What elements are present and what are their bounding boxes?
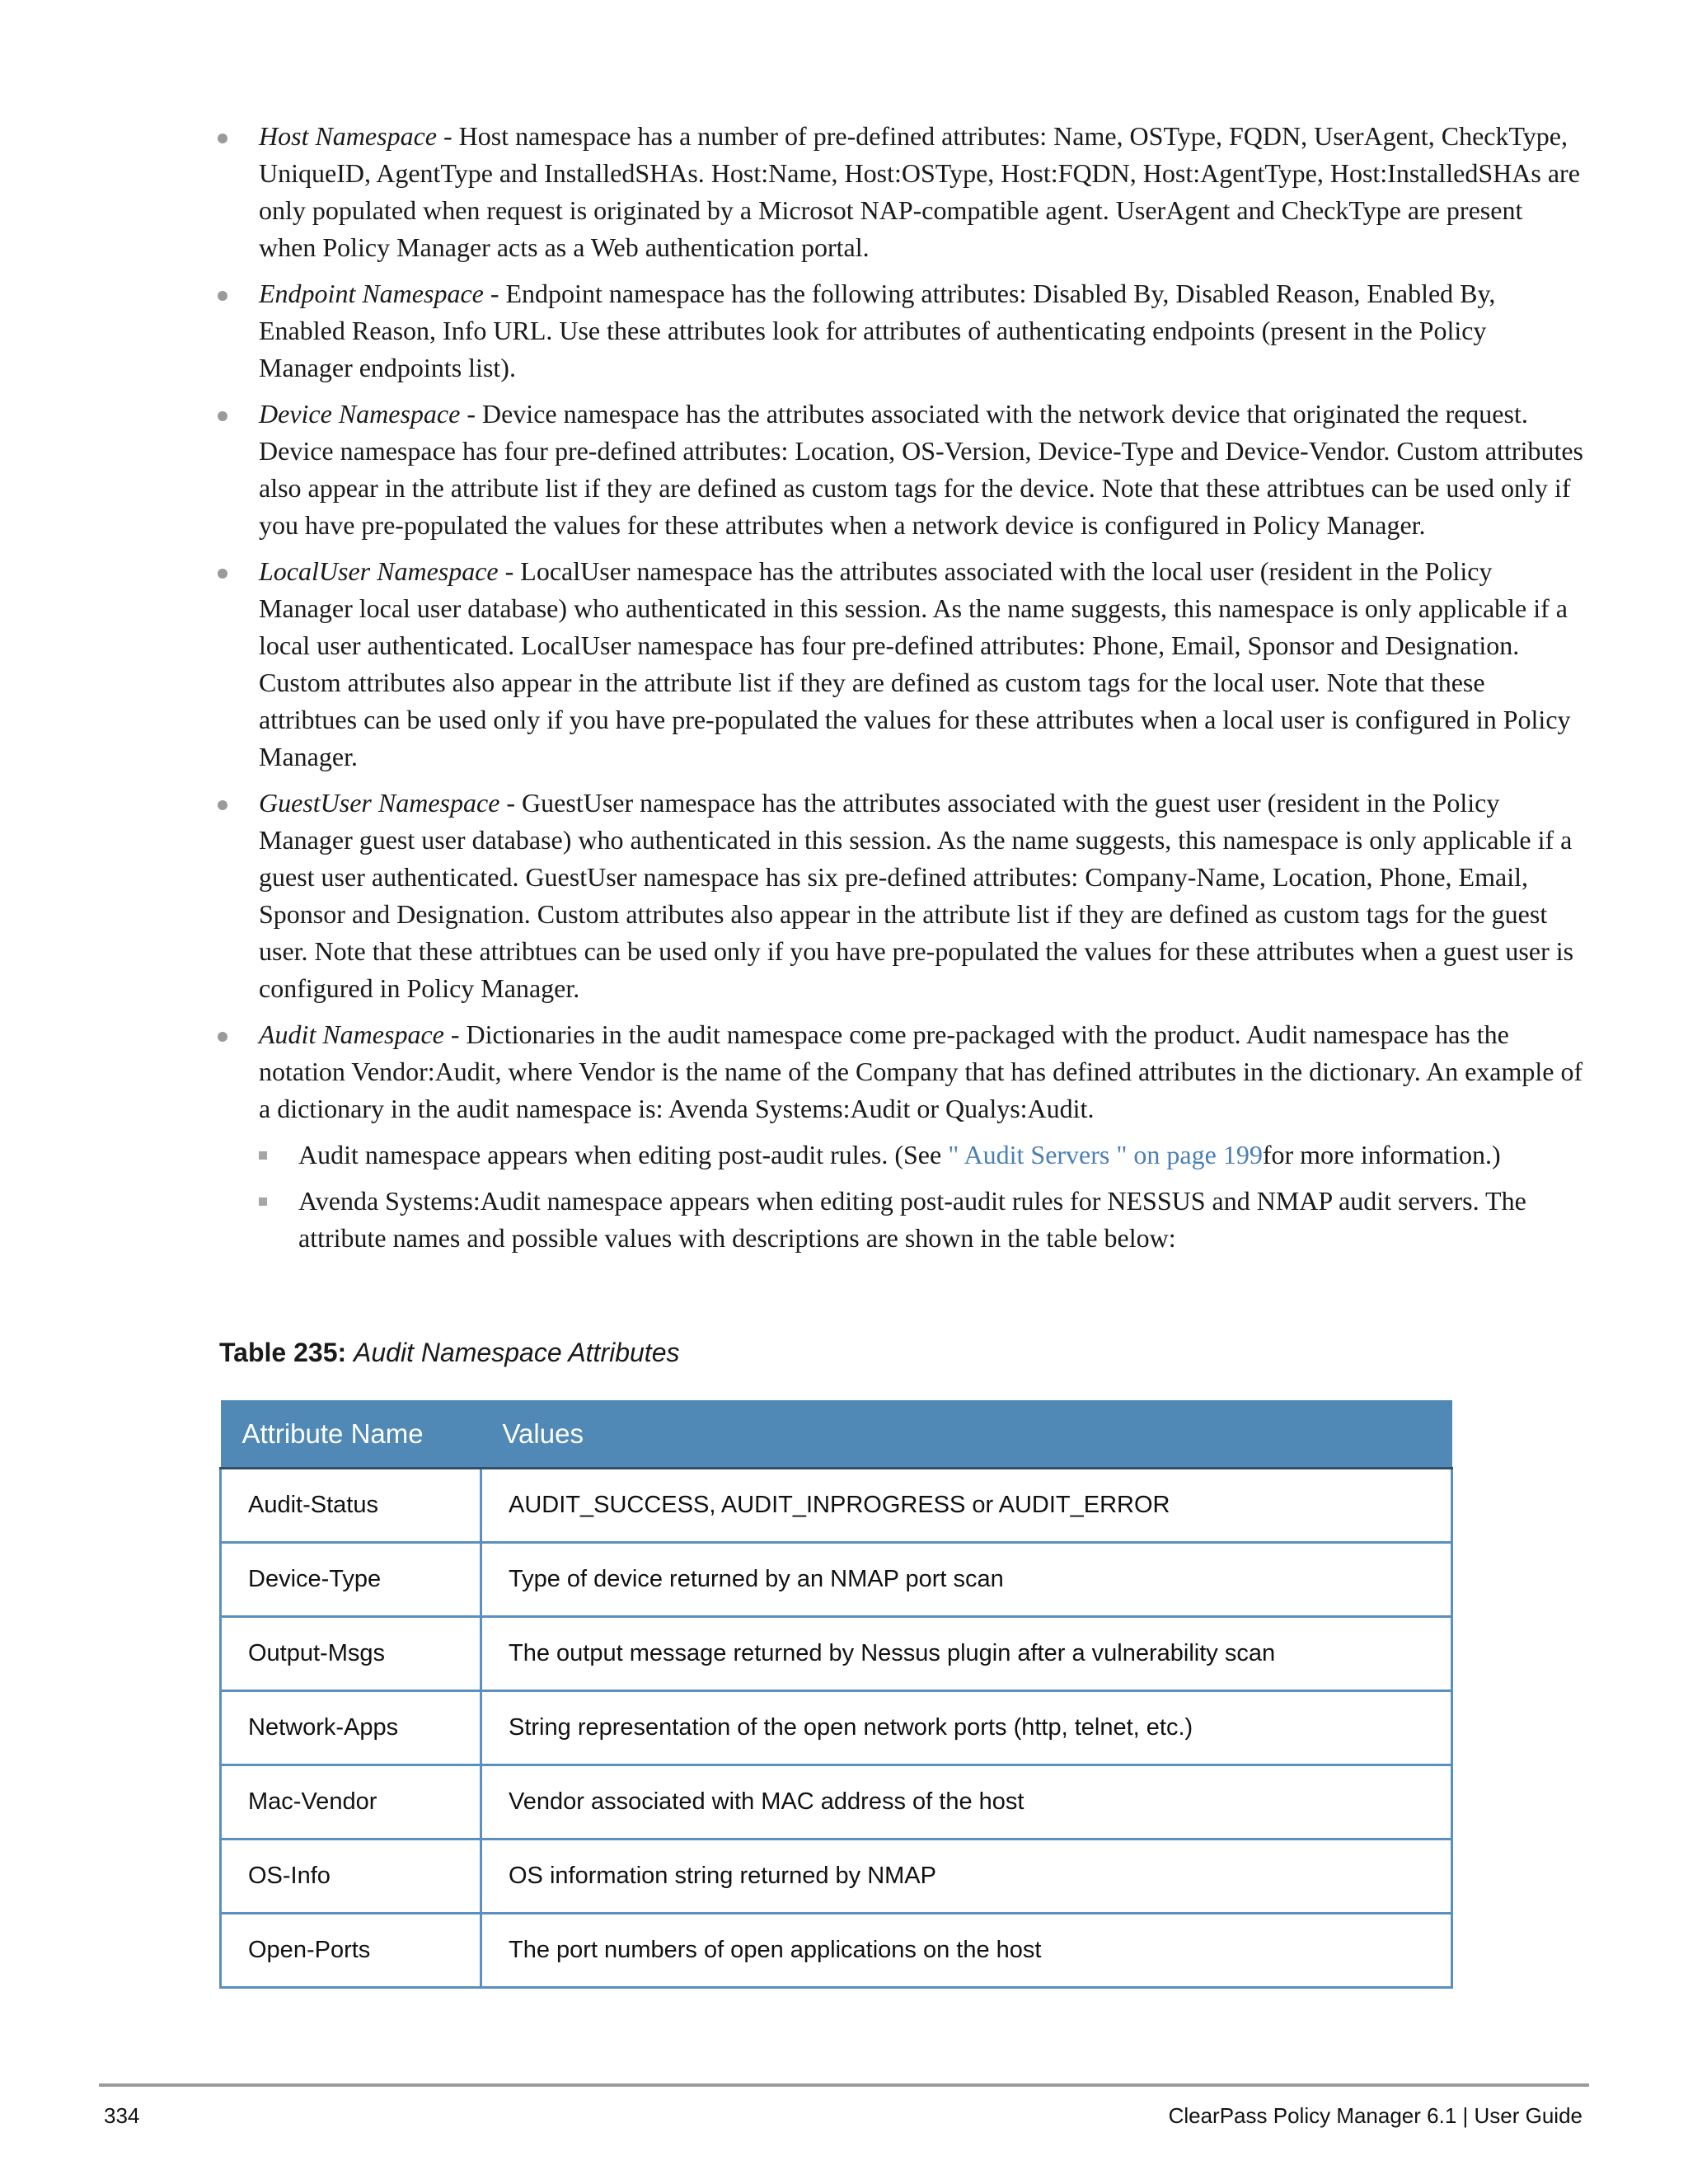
bullet-text: - Endpoint namespace has the following attributes: Disabled By, Disabled Reason, Enabled By, Enabled Reason, Info URL. Use these attributes look for attributes of authenticating endpoints (present in the Policy Manager endpoints list). — [259, 279, 1496, 382]
table-caption-title: Audit Namespace Attributes — [354, 1338, 680, 1367]
attribute-value-cell: The output message returned by Nessus plugin after a vulnerability scan — [481, 1617, 1452, 1691]
bullet-localuser-namespace — [218, 553, 1586, 776]
bullet-dot-icon — [218, 800, 227, 810]
attribute-name-cell: Device-Type — [221, 1543, 481, 1617]
audit-servers-link[interactable]: " Audit Servers " on page 199 — [948, 1140, 1263, 1169]
bullet-text: - Dictionaries in the audit namespace come pre-packaged with the product. Audit namespace has the notation Vendor:Audit, where Vendor is the name of the Company that has defined attributes in the dictionary. An example of a dictionary in the audit namespace is: Avenda Systems:Audit or Qualys:Audit. — [259, 1019, 1583, 1123]
bullet-guestuser-namespace — [218, 785, 1586, 1007]
bullet-text: - Host namespace has a number of pre-defined attributes: Name, OSType, FQDN, UserAgent, CheckType, UniqueID, AgentType and InstalledSHAs. Host:Name, Host:OSType, Host:FQDN, Host:AgentType, Host:InstalledSHAs are only populated when request is originated by a Microsot NAP-compatible agent. UserAgent and CheckType are present when Policy Manager acts as a Web authentication portal. — [259, 121, 1580, 262]
attribute-value-cell: String representation of the open network ports (http, telnet, etc.) — [481, 1691, 1452, 1765]
sub-bullet-avenda-audit — [259, 1183, 1586, 1257]
attribute-value-cell: Type of device returned by an NMAP port scan — [481, 1543, 1452, 1617]
table-row — [221, 1469, 1452, 1543]
bullet-dot-icon — [218, 569, 227, 579]
table-row — [221, 1617, 1452, 1691]
square-bullet-icon — [259, 1151, 267, 1160]
column-header-values: Values — [481, 1400, 1452, 1469]
attribute-value-cell: AUDIT_SUCCESS, AUDIT_INPROGRESS or AUDIT_ERROR — [481, 1469, 1452, 1543]
bullet-device-namespace — [218, 396, 1586, 544]
table-caption-label: Table 235: — [219, 1338, 347, 1367]
bullet-term: LocalUser Namespace — [259, 556, 499, 586]
bullet-dot-icon — [218, 1032, 227, 1042]
footer-doc-title: ClearPass Policy Manager 6.1 | User Guide — [1168, 2103, 1582, 2128]
bullet-text: - GuestUser namespace has the attributes associated with the guest user (resident in the Policy Manager guest user database) who authenticated in this session. As the name suggests, this namespace is only applicable if a guest user authenticated. GuestUser namespace has six pre-defined attributes: Company-Name, Location, Phone, Email, Sponsor and Designation. Custom attributes also appear in the attribute list if they are defined as custom tags for the guest user. Note that these attribtues can be used only if you have pre-populated the values for these attributes when a guest user is configured in Policy Manager. — [259, 788, 1574, 1003]
bullet-term: GuestUser Namespace — [259, 788, 500, 818]
page-number: 334 — [104, 2103, 140, 2128]
table-header-row — [221, 1400, 1452, 1469]
bullet-term: Host Namespace — [259, 121, 437, 151]
table-row — [221, 1691, 1452, 1765]
table-row — [221, 1840, 1452, 1914]
bullet-text: - LocalUser namespace has the attributes associated with the local user (resident in the Policy Manager local user database) who authenticated in this session. As the name suggests, this namespace is only applicable if a local user authenticated. LocalUser namespace has four pre-defined attributes: Phone, Email, Sponsor and Designation. Custom attributes also appear in the attribute list if they are defined as custom tags for the local user. Note that these attribtues can be used only if you have pre-populated the values for these attributes when a local user is configured in Policy Manager. — [259, 556, 1571, 771]
bullet-dot-icon — [218, 134, 227, 143]
square-bullet-icon — [259, 1197, 267, 1206]
sub-bullet-text: for more information.) — [1262, 1140, 1501, 1169]
attribute-value-cell: OS information string returned by NMAP — [481, 1840, 1452, 1914]
sub-bullet-post-audit — [259, 1137, 1586, 1174]
bullet-dot-icon — [218, 411, 227, 421]
attribute-name-cell: Open-Ports — [221, 1914, 481, 1988]
bullet-text: - Device namespace has the attributes associated with the network device that originated the request. Device namespace has four pre-defined attributes: Location, OS-Version, Device-Type and Device-Vendor. Custom attributes also appear in the attribute list if they are defined as custom tags for the device. Note that these attribtues can be used only if you have pre-populated the values for these attributes when a network device is configured in Policy Manager. — [259, 399, 1583, 540]
sub-bullet-text: Audit namespace appears when editing post-audit rules. (See — [298, 1140, 949, 1169]
sub-bullet-text: Avenda Systems:Audit namespace appears when editing post-audit rules for NESSUS and NMAP audit servers. The attribute names and possible values with descriptions are shown in the table below: — [298, 1186, 1526, 1253]
table-row — [221, 1914, 1452, 1988]
attribute-name-cell: Output-Msgs — [221, 1617, 481, 1691]
attribute-name-cell: Audit-Status — [221, 1469, 481, 1543]
bullet-audit-namespace — [218, 1016, 1586, 1257]
table-caption — [219, 1338, 679, 1368]
audit-attributes-table — [219, 1400, 1453, 1989]
footer-divider — [99, 2083, 1589, 2087]
namespace-bullet-list — [218, 118, 1586, 1266]
table-row — [221, 1765, 1452, 1840]
bullet-host-namespace — [218, 118, 1586, 266]
bullet-endpoint-namespace — [218, 275, 1586, 387]
column-header-attribute-name: Attribute Name — [221, 1400, 481, 1469]
attribute-name-cell: Network-Apps — [221, 1691, 481, 1765]
bullet-term: Endpoint Namespace — [259, 279, 484, 308]
bullet-term: Device Namespace — [259, 399, 461, 429]
table-row — [221, 1543, 1452, 1617]
bullet-term: Audit Namespace — [259, 1019, 444, 1049]
attribute-value-cell: Vendor associated with MAC address of the host — [481, 1765, 1452, 1840]
attribute-value-cell: The port numbers of open applications on the host — [481, 1914, 1452, 1988]
attribute-name-cell: Mac-Vendor — [221, 1765, 481, 1840]
bullet-dot-icon — [218, 291, 227, 301]
attribute-name-cell: OS-Info — [221, 1840, 481, 1914]
